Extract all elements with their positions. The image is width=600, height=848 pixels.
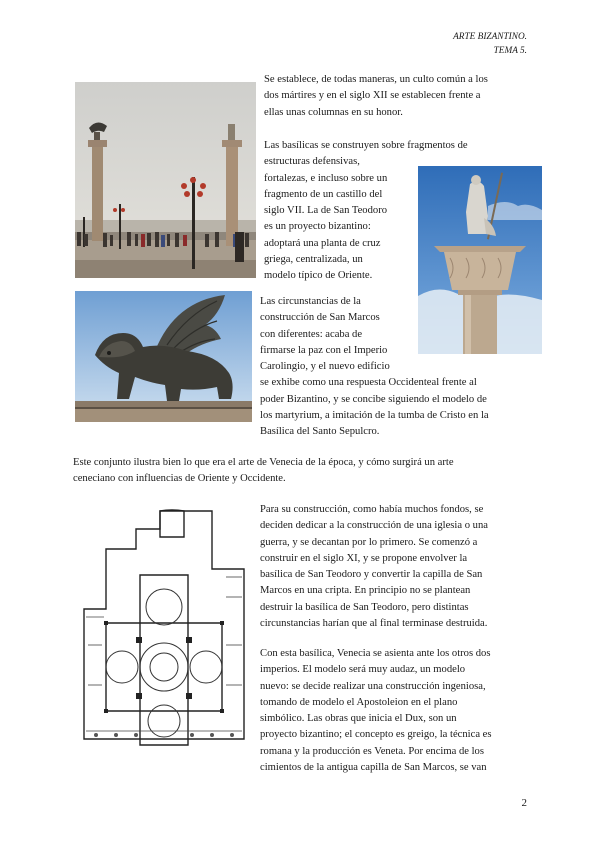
text-line: ellas unas columnas en su honor. xyxy=(264,106,403,118)
text-line: ceneciano con influencias de Oriente y Occidente. xyxy=(73,473,286,485)
text-line: los martyrium, a imitación de la tumba de Cristo en la xyxy=(260,410,489,422)
text-line: circunstancias harían que al final terminase destruida. xyxy=(260,618,488,630)
text-line: Las basílicas se construyen sobre fragmentos de xyxy=(264,140,468,151)
text-line: Se establece, de todas maneras, un culto común a los xyxy=(264,74,488,85)
text-line: construcción de San Marcos xyxy=(260,312,380,324)
text-line: Marcos en una cripta. En principio no se plantean xyxy=(260,585,471,597)
text-line: Con esta basílica, Venecia se asienta ante los otros dos xyxy=(260,648,491,659)
text-line: destruir la basílica de San Teodoro, pero distintas xyxy=(260,601,469,613)
text-line: romana y la producción es Veneta. Por encima de los xyxy=(260,745,484,757)
photo-piazzetta-columns xyxy=(75,82,256,278)
text-line: proyecto bizantino; el concepto es greigo, la técnica es xyxy=(260,729,492,741)
text-line: simbólico. Las obras que inicia el Dux, son un xyxy=(260,713,457,725)
text-line: construir en el siglo XI, y se propone envolver la xyxy=(260,552,468,564)
text-line: imperios. El modelo será muy audaz, un modelo xyxy=(260,664,466,676)
paragraph-cult-columns xyxy=(264,72,488,121)
text-line: griega, centralizada, un xyxy=(264,254,363,266)
text-line: Para su construcción, como había muchos fondos, se xyxy=(260,504,484,515)
text-line: es un proyecto bizantino: xyxy=(264,221,371,233)
page-number: 2 xyxy=(521,797,527,809)
paragraph-conjunto xyxy=(73,455,454,488)
text-line: cimientos de la antigua capilla de San Marcos, se van xyxy=(260,762,487,774)
paragraph-san-marcos xyxy=(260,294,489,441)
text-line: basílica de San Teodoro y convertir la capilla de San xyxy=(260,569,483,581)
text-line: guerra, y se decantan por lo primero. Se comenzó a xyxy=(260,536,478,548)
text-line: tomando de modelo el Apostoleion en el plano xyxy=(260,696,458,708)
text-line: Este conjunto ilustra bien lo que era el arte de Venecia de la época, y cómo surgirá un arte xyxy=(73,457,454,468)
text-line: adoptará una planta de cruz xyxy=(264,237,381,249)
paragraph-construccion xyxy=(260,502,488,632)
text-line: nuevo: se decide realizar una construcción ingeniosa, xyxy=(260,680,486,692)
text-line: con diferentes: acaba de xyxy=(260,328,363,340)
paragraph-venecia-imperios xyxy=(260,646,492,776)
floor-plan-drawing xyxy=(76,505,252,749)
text-line: se exhibe como una respuesta Occidenteal frente al xyxy=(260,377,477,389)
text-line: siglo VII. La de San Teodoro xyxy=(264,205,388,217)
text-line: firmarse la paz con el Imperio xyxy=(260,344,388,356)
text-line: dos mártires y en el siglo XII se establecen frente a xyxy=(264,90,481,102)
text-line: deciden dedicar a la construcción de una iglesia o una xyxy=(260,520,488,532)
header-topic: TEMA 5. xyxy=(493,46,527,56)
text-line: fragmento de un castillo del xyxy=(264,188,383,200)
text-line: poder Bizantino, y se concibe siguiendo el modelo de xyxy=(260,393,487,405)
text-line: Las circunstancias de la xyxy=(260,296,361,307)
text-line: fortalezas, e incluso sobre un xyxy=(264,172,388,184)
text-line: modelo típico de Oriente. xyxy=(264,270,373,282)
header-title: ARTE BIZANTINO. xyxy=(453,32,527,42)
text-line: Basílica del Santo Sepulcro. xyxy=(260,426,380,438)
text-line: estructuras defensivas, xyxy=(264,156,360,168)
photo-winged-lion xyxy=(75,291,252,422)
running-header xyxy=(453,30,527,58)
text-line: Carolingio, y el nuevo edificio xyxy=(260,361,390,373)
